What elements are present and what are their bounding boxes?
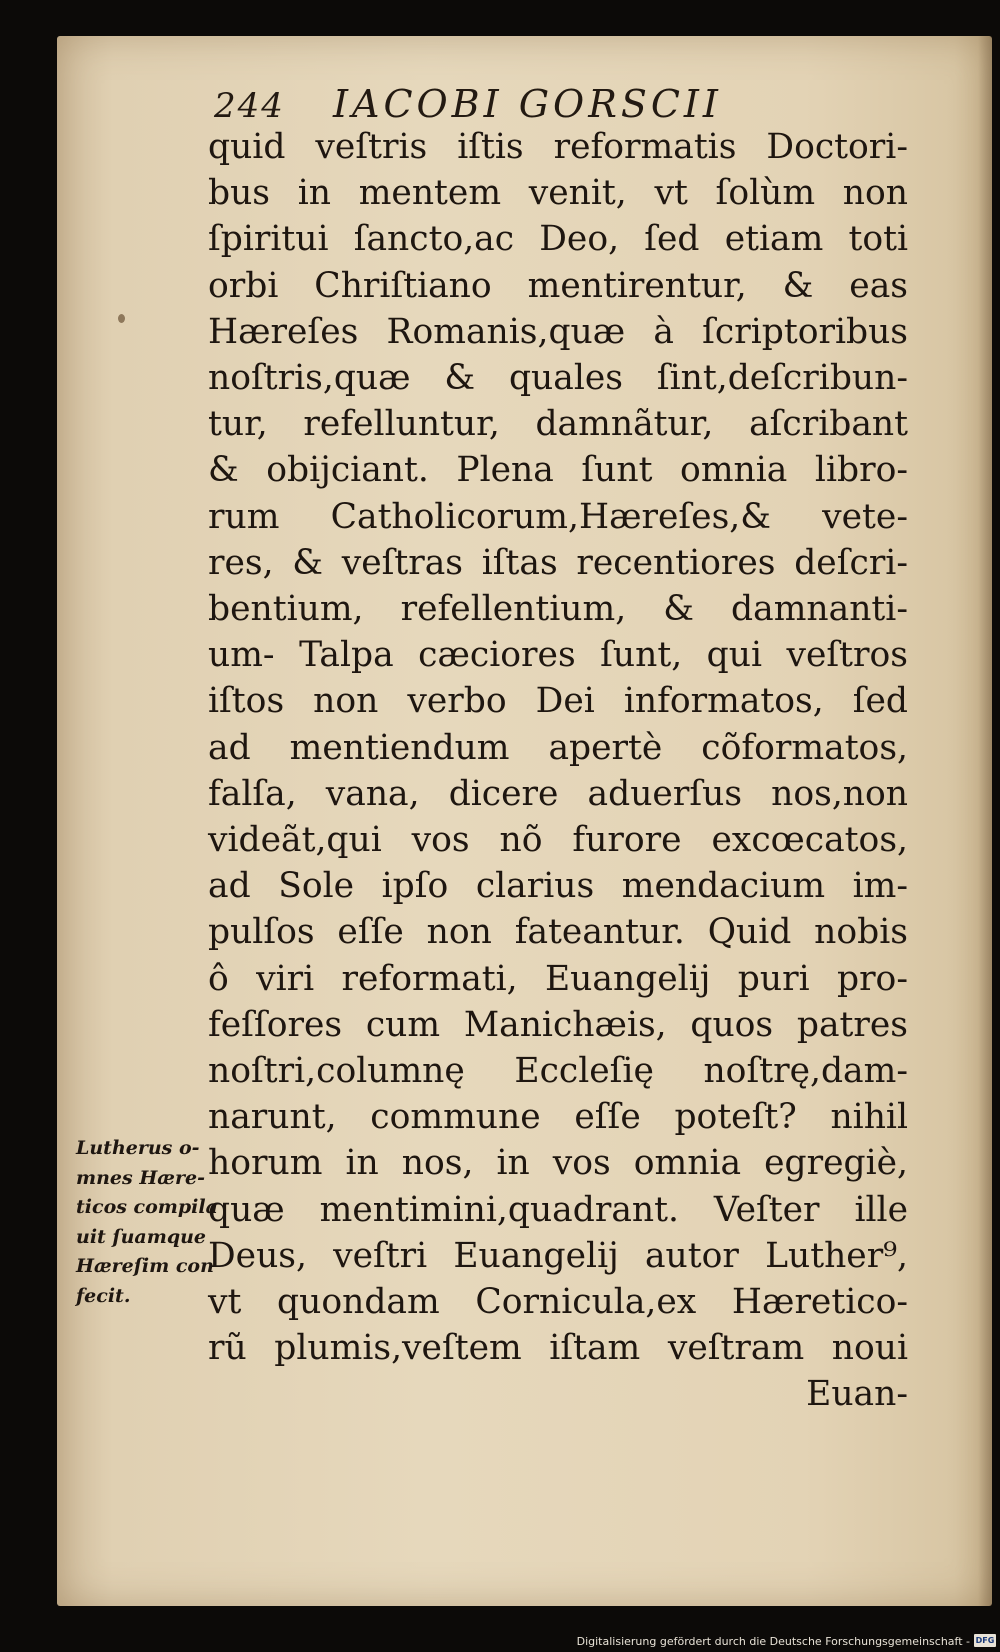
text-line: iſtos non verbo Dei informatos, ſed bbox=[208, 681, 908, 722]
marginal-note-line: fecit. bbox=[76, 1284, 131, 1307]
text-line: falſa, vana, dicere aduerſus nos,non bbox=[208, 773, 908, 814]
footer-strip bbox=[0, 1628, 1000, 1652]
text-line: orbi Chriſtiano mentirentur, & eas bbox=[208, 265, 908, 306]
text-line: videãt,qui vos nõ furore excœcatos, bbox=[208, 820, 908, 861]
page-header bbox=[214, 82, 722, 126]
text-line: vt quondam Cornicula,ex Hæretico- bbox=[208, 1282, 908, 1323]
marginal-note-line: uit ſuamque bbox=[76, 1225, 207, 1248]
marginal-note bbox=[76, 1134, 216, 1311]
running-title: IACOBI GORSCII bbox=[333, 82, 722, 126]
text-line: ô viri reformati, Euangelij puri pro- bbox=[208, 958, 908, 999]
catchword: Euan- bbox=[806, 1374, 908, 1415]
text-line: bus in mentem venit, vt ſolùm non bbox=[208, 173, 908, 214]
body-text bbox=[208, 124, 908, 1418]
text-line: pulſos eſſe non fateantur. Quid nobis bbox=[208, 912, 908, 953]
text-line: res, & veſtras iſtas recentiores deſcri- bbox=[208, 542, 908, 583]
page-number: 244 bbox=[214, 86, 285, 126]
marginal-note-line: ticos compila bbox=[76, 1196, 218, 1218]
text-line: ad Sole ipſo clarius mendacium im- bbox=[208, 866, 908, 907]
text-line: ſpiritui ſancto,ac Deo, ſed etiam toti bbox=[208, 219, 908, 260]
text-line: & obijciant. Plena ſunt omnia libro- bbox=[208, 450, 908, 491]
text-line: bentium, refellentium, & damnanti- bbox=[208, 589, 908, 630]
marginal-note-line: Lutherus o- bbox=[76, 1137, 200, 1159]
dfg-logo: DFG bbox=[975, 1636, 995, 1645]
text-line: tur, refelluntur, damnãtur, aſcribant bbox=[208, 404, 908, 445]
text-line: noſtri,columnę Eccleſię noſtrę,dam- bbox=[208, 1051, 908, 1092]
page-edge-shadow bbox=[978, 36, 992, 1606]
text-line: Deus, veſtri Euangelij autor Luther⁹, bbox=[208, 1235, 908, 1276]
text-line: ad mentiendum apertè cõformatos, bbox=[208, 727, 908, 768]
text-line: rũ plumis,veſtem iſtam veſtram noui bbox=[208, 1328, 908, 1369]
text-line: quid veſtris iſtis reformatis Doctori- bbox=[208, 127, 908, 167]
marginal-note-line: Hæreſim con bbox=[76, 1255, 214, 1277]
text-line: um- Talpa cæciores ſunt, qui veſtros bbox=[208, 635, 908, 676]
ink-speck bbox=[118, 314, 125, 323]
text-line: Hæreſes Romanis,quæ à ſcriptoribus bbox=[208, 311, 908, 352]
text-line: quæ mentimini,quadrant. Veſter ille bbox=[208, 1189, 908, 1230]
text-line: noſtris,quæ & quales ſint,deſcribun- bbox=[208, 358, 908, 399]
text-line: narunt, commune eſſe poteſt? nihil bbox=[208, 1097, 908, 1138]
text-line: horum in nos, in vos omnia egregiè, bbox=[208, 1143, 908, 1184]
marginal-note-line: mnes Hære- bbox=[76, 1166, 205, 1189]
text-line: feſſores cum Manichæis, quos patres bbox=[208, 1004, 908, 1045]
text-line: rum Catholicorum,Hæreſes,& vete- bbox=[208, 496, 908, 537]
digitization-credit: Digitalisierung gefördert durch die Deutsche Forschungsgemeinschaft - bbox=[576, 1635, 970, 1648]
